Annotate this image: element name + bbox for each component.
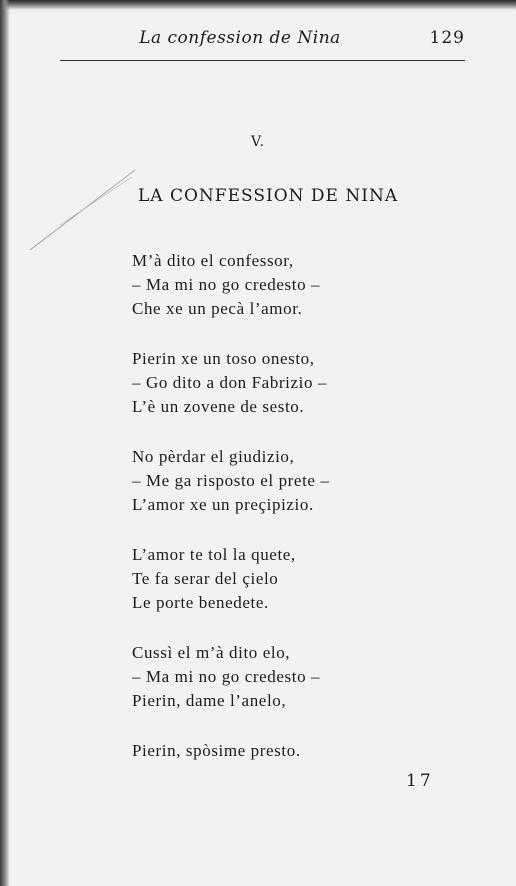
stanza-5: [132, 641, 330, 713]
pencil-mark: [20, 165, 140, 255]
stanza-4: [132, 543, 330, 615]
running-title: La confession de Nina: [139, 28, 341, 48]
poem-title: LA CONFESSION DE NINA: [138, 186, 399, 206]
section-number: V.: [250, 134, 266, 150]
signature-mark: 17: [406, 771, 434, 791]
poem-line: No pèrdar el giudizio,: [132, 447, 295, 466]
poem-line: – Ma mi no go credesto –: [132, 275, 321, 294]
poem-line: – Go dito a don Fabrizio –: [132, 373, 328, 392]
poem-line: Te fa serar del çielo: [132, 569, 279, 588]
poem-line: L’amor te tol la quete,: [132, 545, 296, 564]
stanza-3: [132, 445, 330, 517]
page-edge-shadow-top: [0, 0, 516, 10]
poem-line: L’è un zovene de sesto.: [132, 397, 305, 416]
header-rule: [60, 60, 465, 61]
stanza-2: [132, 347, 330, 419]
poem-line: M’à dito el confessor,: [132, 251, 294, 270]
poem-line: Pierin, dame l’anelo,: [132, 691, 287, 710]
poem-line: L’amor xe un preçipizio.: [132, 495, 314, 514]
page-edge-shadow-left: [0, 0, 10, 886]
page-number: 129: [429, 28, 465, 48]
running-header: [60, 28, 465, 52]
poem-line: Pierin, spòsime presto.: [132, 741, 301, 760]
poem-line: Cussì el m’à dito elo,: [132, 643, 291, 662]
poem-body: [132, 249, 330, 789]
poem-line: – Ma mi no go credesto –: [132, 667, 321, 686]
stanza-6: [132, 739, 330, 763]
poem-line: – Me ga risposto el prete –: [132, 471, 330, 490]
poem-line: Pierin xe un toso onesto,: [132, 349, 315, 368]
poem-line: Che xe un pecà l’amor.: [132, 299, 303, 318]
poem-line: Le porte benedete.: [132, 593, 269, 612]
stanza-1: [132, 249, 330, 321]
